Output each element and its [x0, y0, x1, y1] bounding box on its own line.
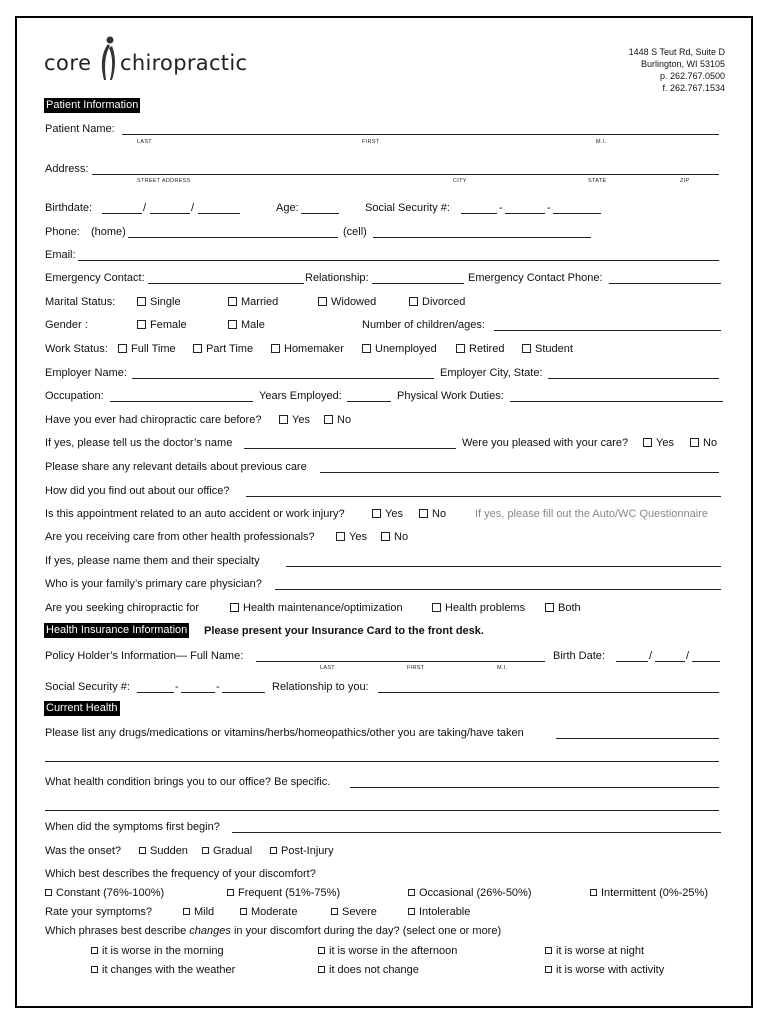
seeking-both-checkbox[interactable]	[545, 602, 581, 615]
pleased-yes-checkbox[interactable]	[643, 437, 674, 450]
marital-single-label: Single	[150, 296, 181, 308]
phone-cell-field[interactable]	[373, 237, 591, 238]
rate-severe-label: Severe	[342, 906, 377, 918]
pcp-field[interactable]	[275, 589, 721, 590]
checkbox-icon	[336, 532, 345, 541]
holder-ssn-part2-field[interactable]	[181, 692, 215, 693]
checkbox-icon	[690, 438, 699, 447]
address-sub-zip: ZIP	[680, 178, 690, 184]
occupation-field[interactable]	[110, 401, 253, 402]
checkbox-icon	[324, 415, 333, 424]
frequency-intermittent-checkbox[interactable]	[590, 887, 708, 900]
frequency-frequent-checkbox[interactable]	[227, 887, 340, 900]
symptoms-begin-question: When did the symptoms first begin?	[45, 821, 220, 833]
rate-intolerable-checkbox[interactable]	[408, 906, 470, 919]
patient-name-label: Patient Name:	[45, 123, 115, 135]
rate-mild-checkbox[interactable]	[183, 906, 214, 919]
accident-yes-checkbox[interactable]	[372, 508, 403, 521]
changes-afternoon-label: it is worse in the afternoon	[329, 945, 458, 957]
changes-activity-checkbox[interactable]	[545, 964, 664, 977]
onset-gradual-checkbox[interactable]	[202, 845, 252, 858]
name-sub-last: LAST	[137, 139, 152, 145]
address-label: Address:	[45, 163, 89, 175]
holder-sub-first: FIRST	[407, 665, 425, 671]
checkbox-icon	[193, 344, 202, 353]
changes-weather-label: it changes with the weather	[102, 964, 236, 976]
holder-birth-day-field[interactable]	[655, 661, 685, 662]
emergency-phone-label: Emergency Contact Phone:	[468, 272, 603, 284]
work-parttime-checkbox[interactable]	[193, 343, 253, 356]
accident-yes-label: Yes	[385, 508, 403, 520]
work-unemployed-label: Unemployed	[375, 343, 437, 355]
chiro-before-question: Have you ever had chiropractic care before?	[45, 414, 262, 426]
pleased-no-checkbox[interactable]	[690, 437, 717, 450]
phone-home-field[interactable]	[128, 237, 338, 238]
work-retired-label: Retired	[469, 343, 505, 355]
checkbox-icon	[118, 344, 127, 353]
ssn-sep-1: -	[499, 202, 503, 214]
holder-ssn-label: Social Security #:	[45, 681, 130, 693]
find-office-question: How did you find out about our office?	[45, 485, 230, 497]
gender-female-label: Female	[150, 319, 187, 331]
chiro-before-yes-label: Yes	[292, 414, 310, 426]
marital-single-checkbox[interactable]	[137, 296, 181, 309]
changes-morning-checkbox[interactable]	[91, 945, 224, 958]
chiro-before-no-checkbox[interactable]	[324, 414, 351, 427]
work-fulltime-checkbox[interactable]	[118, 343, 176, 356]
insurance-card-note: Please present your Insurance Card to the front desk.	[204, 625, 484, 637]
changes-morning-label: it is worse in the morning	[102, 945, 224, 957]
onset-gradual-label: Gradual	[213, 845, 253, 857]
name-sub-first: FIRST	[362, 139, 380, 145]
emergency-contact-field[interactable]	[148, 283, 304, 284]
frequency-constant-checkbox[interactable]	[45, 887, 164, 900]
changes-nochange-checkbox[interactable]	[318, 964, 419, 977]
checkbox-icon	[545, 947, 552, 954]
work-parttime-label: Part Time	[206, 343, 254, 355]
checkbox-icon	[230, 603, 239, 612]
age-field[interactable]	[301, 213, 339, 214]
employer-city-field[interactable]	[548, 378, 719, 379]
phone-cell-label: (cell)	[343, 226, 367, 238]
section-patient-information: Patient Information	[46, 99, 139, 111]
rate-moderate-checkbox[interactable]	[240, 906, 297, 919]
checkbox-icon	[643, 438, 652, 447]
children-label: Number of children/ages:	[362, 319, 485, 331]
seeking-problems-label: Health problems	[445, 602, 526, 614]
changes-activity-label: it is worse with activity	[556, 964, 665, 976]
phone-label: Phone:	[45, 226, 80, 238]
checkbox-icon	[279, 415, 288, 424]
section-health-insurance: Health Insurance Information	[46, 624, 188, 636]
changes-question-emphasis: changes	[189, 925, 231, 937]
logo-core-text: core	[44, 51, 92, 75]
onset-postinjury-checkbox[interactable]	[270, 845, 334, 858]
rate-intolerable-label: Intolerable	[419, 906, 471, 918]
drugs-field-2[interactable]	[45, 761, 719, 762]
rate-mild-label: Mild	[194, 906, 215, 918]
checkbox-icon	[139, 847, 146, 854]
seeking-both-label: Both	[558, 602, 581, 614]
marital-married-checkbox[interactable]	[228, 296, 278, 309]
holder-relationship-label: Relationship to you:	[272, 681, 369, 693]
holder-sub-last: LAST	[320, 665, 335, 671]
clinic-street: 1448 S Teut Rd, Suite D	[628, 47, 725, 57]
drugs-question: Please list any drugs/medications or vitamins/herbs/homeopathics/other you are taking/have taken	[45, 727, 524, 739]
clinic-city: Burlington, WI 53105	[640, 59, 725, 69]
seeking-maintenance-checkbox[interactable]	[230, 602, 403, 615]
changes-afternoon-checkbox[interactable]	[318, 945, 457, 958]
checkbox-icon	[183, 908, 190, 915]
birthdate-sep-2: /	[191, 202, 195, 214]
seeking-question: Are you seeking chiropractic for	[45, 602, 200, 614]
seeking-problems-checkbox[interactable]	[432, 602, 525, 615]
birthdate-sep-1: /	[143, 202, 147, 214]
holder-birth-sep-1: /	[649, 650, 653, 662]
policy-holder-label: Policy Holder’s Information— Full Name:	[45, 650, 244, 662]
holder-sub-mi: M.I.	[497, 665, 508, 671]
address-sub-state: STATE	[588, 178, 607, 184]
work-homemaker-label: Homemaker	[284, 343, 344, 355]
other-care-yes-label: Yes	[349, 531, 367, 543]
age-label: Age:	[276, 202, 299, 214]
changes-question	[45, 925, 501, 938]
checkbox-icon	[362, 344, 371, 353]
other-care-yes-checkbox[interactable]	[336, 531, 367, 544]
marital-divorced-checkbox[interactable]	[409, 296, 465, 309]
chiro-before-yes-checkbox[interactable]	[279, 414, 310, 427]
birthdate-label: Birthdate:	[45, 202, 93, 214]
gender-male-checkbox[interactable]	[228, 319, 265, 332]
chiro-before-no-label: No	[337, 414, 352, 426]
occupation-label: Occupation:	[45, 390, 104, 402]
clinic-fax: f. 262.767.1534	[662, 83, 725, 93]
pleased-yes-label: Yes	[656, 437, 674, 449]
frequency-question: Which best describes the frequency of your discomfort?	[45, 868, 316, 880]
children-field[interactable]	[494, 330, 721, 331]
gender-male-label: Male	[241, 319, 265, 331]
checkbox-icon	[432, 603, 441, 612]
relationship-field[interactable]	[372, 283, 464, 284]
marital-widowed-checkbox[interactable]	[318, 296, 376, 309]
condition-field-2[interactable]	[45, 810, 719, 811]
clinic-address-block	[629, 46, 725, 94]
ssn-part3-field[interactable]	[553, 213, 601, 214]
clinic-phone: p. 262.767.0500	[659, 71, 725, 81]
marital-married-label: Married	[241, 296, 279, 308]
patient-name-field[interactable]	[122, 134, 719, 135]
work-student-label: Student	[535, 343, 573, 355]
gender-female-checkbox[interactable]	[137, 319, 187, 332]
logo-chiropractic-text: chiropractic	[120, 51, 248, 75]
changes-night-label: it is worse at night	[556, 945, 645, 957]
frequency-occasional-label: Occasional (26%-50%)	[419, 887, 532, 899]
accident-no-checkbox[interactable]	[419, 508, 446, 521]
marital-widowed-label: Widowed	[331, 296, 377, 308]
email-label: Email:	[45, 249, 76, 261]
marital-divorced-label: Divorced	[422, 296, 466, 308]
employer-name-label: Employer Name:	[45, 367, 127, 379]
checkbox-icon	[240, 908, 247, 915]
gender-label: Gender :	[45, 319, 88, 331]
checkbox-icon	[318, 966, 325, 973]
drugs-field-1[interactable]	[556, 738, 719, 739]
holder-relationship-field[interactable]	[378, 692, 719, 693]
checkbox-icon	[419, 509, 428, 518]
policy-holder-field[interactable]	[256, 661, 545, 662]
birthdate-month-field[interactable]	[102, 213, 142, 214]
specialty-question: If yes, please name them and their specialty	[45, 555, 260, 567]
changes-weather-checkbox[interactable]	[91, 964, 235, 977]
checkbox-icon	[545, 966, 552, 973]
checkbox-icon	[522, 344, 531, 353]
checkbox-icon	[91, 966, 98, 973]
checkbox-icon	[270, 847, 277, 854]
checkbox-icon	[227, 889, 234, 896]
other-care-no-label: No	[394, 531, 409, 543]
address-field[interactable]	[92, 174, 719, 175]
onset-postinjury-label: Post-Injury	[281, 845, 334, 857]
ssn-label: Social Security #:	[365, 202, 450, 214]
checkbox-icon	[545, 603, 554, 612]
physical-duties-field[interactable]	[510, 401, 723, 402]
frequency-frequent-label: Frequent (51%-75%)	[238, 887, 341, 899]
checkbox-icon	[137, 297, 146, 306]
condition-field-1[interactable]	[350, 787, 719, 788]
doctor-name-field[interactable]	[244, 448, 456, 449]
ssn-part2-field[interactable]	[505, 213, 545, 214]
seeking-maintenance-label: Health maintenance/optimization	[243, 602, 403, 614]
accident-no-label: No	[432, 508, 447, 520]
phone-home-label: (home)	[91, 226, 126, 238]
checkbox-icon	[590, 889, 597, 896]
ssn-sep-2: -	[547, 202, 551, 214]
frequency-constant-label: Constant (76%-100%)	[56, 887, 165, 899]
checkbox-icon	[456, 344, 465, 353]
changes-question-pre: Which phrases best describe	[45, 925, 190, 937]
previous-care-field[interactable]	[320, 472, 719, 473]
work-retired-checkbox[interactable]	[456, 343, 504, 356]
holder-ssn-sep-1: -	[175, 681, 179, 693]
checkbox-icon	[91, 947, 98, 954]
doctor-name-question: If yes, please tell us the doctor’s name	[45, 437, 233, 449]
holder-birth-sep-2: /	[686, 650, 690, 662]
years-employed-label: Years Employed:	[259, 390, 342, 402]
employer-city-label: Employer City, State:	[440, 367, 543, 379]
changes-nochange-label: it does not change	[329, 964, 419, 976]
rate-moderate-label: Moderate	[251, 906, 298, 918]
checkbox-icon	[271, 344, 280, 353]
frequency-intermittent-label: Intermittent (0%-25%)	[601, 887, 708, 899]
checkbox-icon	[381, 532, 390, 541]
work-unemployed-checkbox[interactable]	[362, 343, 437, 356]
work-student-checkbox[interactable]	[522, 343, 573, 356]
previous-care-question: Please share any relevant details about previous care	[45, 461, 307, 473]
changes-night-checkbox[interactable]	[545, 945, 644, 958]
relationship-label: Relationship:	[305, 272, 369, 284]
holder-birth-month-field[interactable]	[616, 661, 648, 662]
checkbox-icon	[318, 947, 325, 954]
checkbox-icon	[409, 297, 418, 306]
address-sub-street: STREET ADDRESS	[137, 178, 191, 184]
accident-question: Is this appointment related to an auto accident or work injury?	[45, 508, 345, 520]
pleased-no-label: No	[703, 437, 718, 449]
ssn-part1-field[interactable]	[461, 213, 497, 214]
emergency-contact-label: Emergency Contact:	[45, 272, 145, 284]
other-care-question: Are you receiving care from other health professionals?	[45, 531, 315, 543]
marital-status-label: Marital Status:	[45, 296, 116, 308]
accident-questionnaire-note: If yes, please fill out the Auto/WC Questionnaire	[475, 508, 708, 520]
work-homemaker-checkbox[interactable]	[271, 343, 344, 356]
checkbox-icon	[331, 908, 338, 915]
rate-severe-checkbox[interactable]	[331, 906, 377, 919]
checkbox-icon	[228, 297, 237, 306]
holder-birth-date-label: Birth Date:	[553, 650, 605, 662]
symptoms-begin-field[interactable]	[232, 832, 721, 833]
address-sub-city: CITY	[453, 178, 467, 184]
birthdate-year-field[interactable]	[198, 213, 240, 214]
other-care-no-checkbox[interactable]	[381, 531, 408, 544]
checkbox-icon	[408, 889, 415, 896]
checkbox-icon	[408, 908, 415, 915]
holder-ssn-part1-field[interactable]	[137, 692, 174, 693]
work-fulltime-label: Full Time	[131, 343, 176, 355]
onset-question: Was the onset?	[45, 845, 122, 857]
rate-question: Rate your symptoms?	[45, 906, 152, 918]
find-office-field[interactable]	[246, 496, 721, 497]
holder-birth-year-field[interactable]	[692, 661, 720, 662]
checkbox-icon	[137, 320, 146, 329]
condition-question: What health condition brings you to our office? Be specific.	[45, 776, 331, 788]
emergency-phone-field[interactable]	[609, 283, 721, 284]
frequency-occasional-checkbox[interactable]	[408, 887, 532, 900]
birthdate-day-field[interactable]	[150, 213, 190, 214]
section-current-health: Current Health	[46, 702, 118, 714]
holder-ssn-sep-2: -	[216, 681, 220, 693]
pcp-question: Who is your family’s primary care physician?	[45, 578, 262, 590]
physical-duties-label: Physical Work Duties:	[397, 390, 504, 402]
specialty-field[interactable]	[286, 566, 721, 567]
clinic-logo	[44, 34, 248, 84]
years-employed-field[interactable]	[347, 401, 391, 402]
name-sub-mi: M.I.	[596, 139, 607, 145]
checkbox-icon	[318, 297, 327, 306]
work-status-label: Work Status:	[45, 343, 108, 355]
checkbox-icon	[45, 889, 52, 896]
pleased-question: Were you pleased with your care?	[462, 437, 629, 449]
email-field[interactable]	[78, 260, 719, 261]
onset-sudden-label: Sudden	[150, 845, 188, 857]
checkbox-icon	[202, 847, 209, 854]
changes-question-post: in your discomfort during the day? (select one or more)	[230, 925, 502, 937]
employer-name-field[interactable]	[132, 378, 434, 379]
checkbox-icon	[228, 320, 237, 329]
onset-sudden-checkbox[interactable]	[139, 845, 188, 858]
holder-ssn-part3-field[interactable]	[222, 692, 265, 693]
checkbox-icon	[372, 509, 381, 518]
